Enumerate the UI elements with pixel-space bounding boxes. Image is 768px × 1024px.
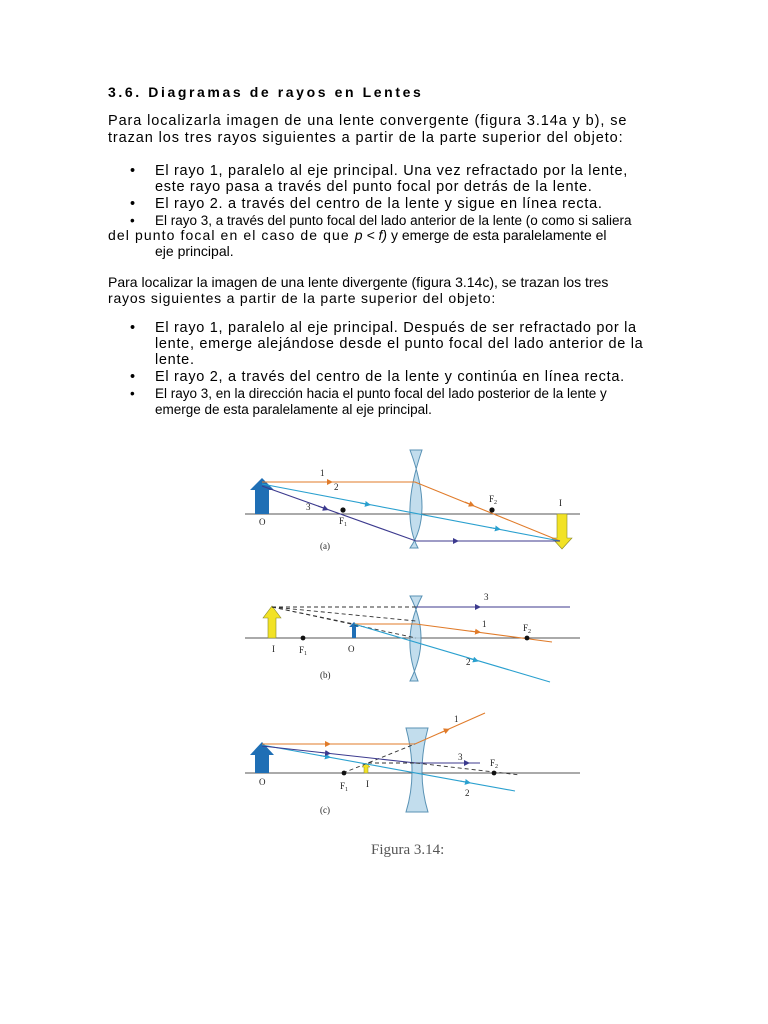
focal-subscript: 2	[528, 629, 532, 635]
focal-subscript: 1	[304, 651, 308, 657]
focal-letter: F	[489, 494, 495, 504]
text-line: Para localizarla imagen de una lente convergente (figura 3.14a y b), se	[108, 113, 628, 129]
ray-2	[354, 624, 550, 682]
bullet-mark: •	[130, 196, 136, 212]
text-line: Para localizar la imagen de una lente divergente (figura 3.14c), se trazan los tres	[108, 274, 609, 290]
focal-2-label	[523, 623, 531, 635]
convergent-lens	[410, 596, 422, 681]
focal-point-1	[340, 507, 345, 512]
focal-subscript: 1	[345, 787, 349, 793]
ray-2-label: 2	[465, 788, 470, 798]
object-arrow	[250, 478, 274, 514]
focal-1-label	[340, 781, 348, 793]
ray-3-label: 3	[458, 752, 463, 762]
list-item	[108, 320, 668, 368]
text-run: y emerge de esta paralelamente el	[387, 227, 607, 243]
text-line: lente.	[155, 352, 195, 368]
bullet-mark: •	[130, 213, 135, 228]
text-line: El rayo 2. a través del centro de la lente y sigue en línea recta.	[155, 196, 603, 212]
virtual-extension	[272, 607, 416, 621]
text-line: El rayo 3, en la dirección hacia el punto focal del lado posterior de la lente y	[155, 386, 607, 401]
image-label: I	[366, 779, 369, 789]
ray-3-arrowhead	[318, 506, 326, 509]
object-label: O	[259, 777, 266, 787]
focal-letter: F	[340, 781, 346, 791]
focal-letter: F	[339, 516, 345, 526]
divergent-rays-list	[108, 320, 668, 419]
convergent-lens	[410, 450, 422, 548]
bullet-mark: •	[130, 369, 136, 385]
list-item	[108, 196, 668, 212]
object-label: O	[259, 517, 266, 527]
virtual-extension	[272, 607, 416, 638]
focal-letter: F	[523, 623, 529, 633]
panel-a-caption: (a)	[320, 541, 330, 551]
focal-1-label	[299, 645, 307, 657]
object-label: O	[348, 644, 355, 654]
image-label: I	[272, 644, 275, 654]
divergent-lens	[406, 728, 428, 812]
focal-point-1	[301, 636, 306, 641]
ray-1-label: 1	[482, 619, 487, 629]
text-line: El rayo 1, paralelo al eje principal. Después de ser refractado por la	[155, 320, 637, 336]
list-item	[108, 386, 668, 418]
image-arrow	[263, 606, 281, 638]
image-arrow	[552, 514, 572, 549]
ray-2	[262, 745, 515, 791]
focal-subscript: 2	[494, 500, 498, 506]
focal-2-label	[490, 758, 498, 770]
text-line: emerge de esta paralelamente al eje principal.	[155, 402, 432, 417]
ray3-last-line: eje principal.	[155, 243, 234, 259]
ray3-continuation	[108, 227, 668, 243]
list-item	[108, 369, 668, 385]
ray-2-label: 2	[334, 482, 339, 492]
convergent-rays-list	[108, 163, 668, 230]
ray-3	[262, 746, 480, 763]
focal-point-2	[525, 636, 530, 641]
focal-point-2	[492, 771, 497, 776]
ray-1	[262, 713, 485, 744]
bullet-mark: •	[130, 386, 135, 401]
text-line: lente, emerge alejándose desde el punto focal del lado anterior de la	[155, 336, 644, 352]
ray-diagram-figure	[240, 446, 590, 866]
ray-2-label: 2	[466, 657, 471, 667]
text-line	[108, 227, 668, 243]
panel-b-caption: (b)	[320, 670, 331, 680]
intro-convergent-paragraph	[108, 113, 668, 147]
ray-3-label: 3	[484, 592, 489, 602]
ray-1-arrowhead	[440, 730, 447, 733]
text-line: trazan los tres rayos siguientes a partir de la parte superior del objeto:	[108, 130, 624, 146]
ray-3-label: 3	[306, 502, 311, 512]
math-condition: p < f)	[354, 227, 388, 243]
figure-caption: Figura 3.14:	[371, 842, 445, 858]
focal-2-label	[489, 494, 497, 506]
ray-diagram-svg	[240, 446, 590, 866]
ray-1-label: 1	[454, 714, 459, 724]
ray-1-label: 1	[320, 468, 325, 478]
ray-1-arrowhead	[465, 502, 472, 505]
focal-subscript: 2	[495, 764, 499, 770]
focal-1-label	[339, 516, 347, 528]
bullet-mark: •	[130, 320, 136, 336]
panel-c-caption: (c)	[320, 805, 330, 815]
text-line: El rayo 2, a través del centro de la lente y continúa en línea recta.	[155, 369, 625, 385]
panel-a-convergent	[245, 450, 580, 551]
panel-b-convergent	[245, 592, 580, 682]
text-line: El rayo 1, paralelo al eje principal. Una vez refractado por la lente,	[155, 163, 628, 179]
intro-divergent-paragraph	[108, 274, 668, 306]
text-line: este rayo pasa a través del punto focal por detrás de la lente.	[155, 179, 593, 195]
section-heading: 3.6. Diagramas de rayos en Lentes	[108, 84, 424, 100]
focal-point-2	[489, 507, 494, 512]
focal-point-1	[342, 771, 347, 776]
list-item	[108, 163, 668, 195]
image-label: I	[559, 498, 562, 508]
focal-letter: F	[490, 758, 496, 768]
focal-subscript: 1	[344, 522, 348, 528]
bullet-mark: •	[130, 163, 136, 179]
text-run: del punto focal en el caso de que	[108, 227, 355, 243]
virtual-extension	[272, 607, 354, 624]
text-line: rayos siguientes a partir de la parte superior del objeto:	[108, 290, 497, 306]
focal-letter: F	[299, 645, 305, 655]
ray-3-arrowhead	[320, 752, 328, 753]
text-line: El rayo 3, a través del punto focal del lado anterior de la lente (o como si saliera	[155, 213, 632, 228]
panel-c-divergent	[245, 713, 580, 815]
